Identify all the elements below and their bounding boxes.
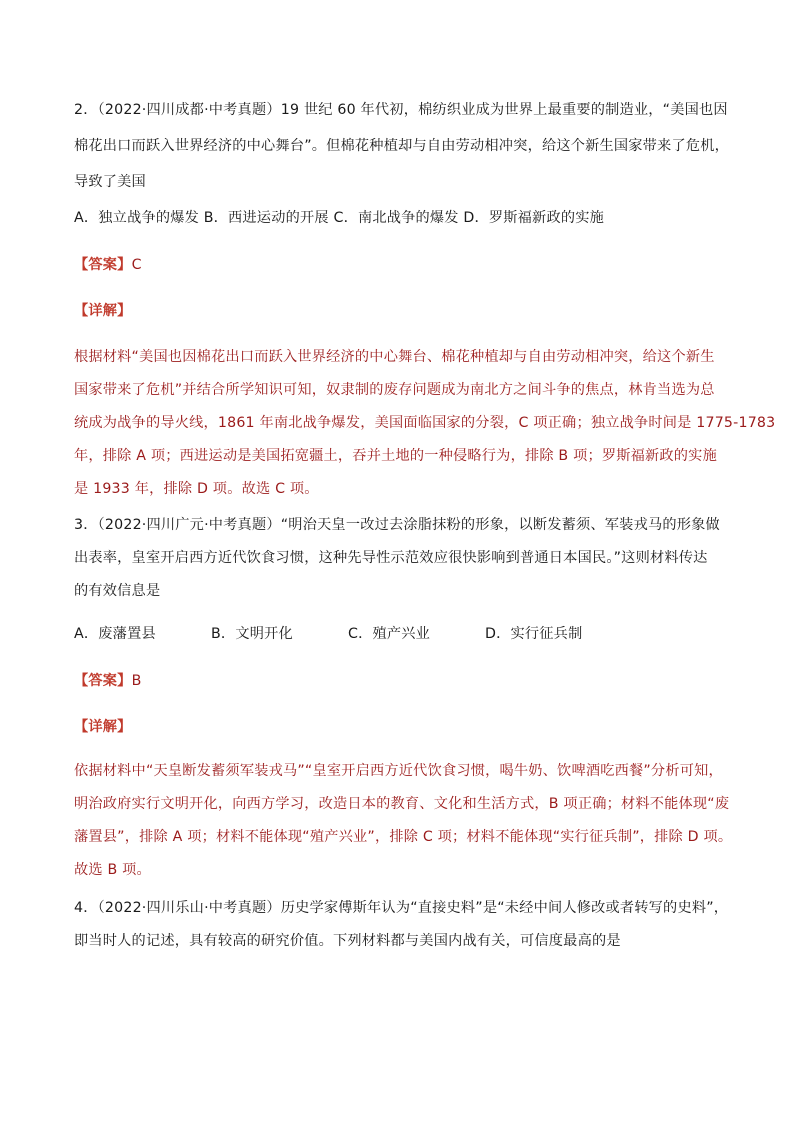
question-2 bbox=[74, 100, 729, 192]
answer-label: 【答案】 bbox=[74, 673, 132, 689]
question-line: 2．（2022·四川成都·中考真题）19 世纪 60 年代初，棉纺织业成为世界上最重要的制造业，“美国也因 bbox=[74, 102, 728, 118]
q3-answer bbox=[74, 671, 722, 691]
explanation-line: 统成为战争的导火线，1861 年南北战争爆发，美国面临国家的分裂，C 项正确；独立战争时间是 1775-1783 bbox=[74, 415, 776, 431]
answer-label: 【答案】 bbox=[74, 257, 132, 273]
explanation-line: 年，排除 A 项；西进运动是美国拓宽疆土，吞并土地的一种侵略行为，排除 B 项；罗斯福新政的实施 bbox=[74, 448, 717, 464]
options-line: A．独立战争的爆发 B．西进运动的开展 C．南北战争的爆发 D．罗斯福新政的实施 bbox=[74, 210, 604, 226]
question-3 bbox=[74, 515, 722, 601]
question-line: 4．（2022·四川乐山·中考真题）历史学家傅斯年认为“直接史料”是“未经中间人修改或者转写的史料”， bbox=[74, 900, 729, 916]
explanation-line: 故选 B 项。 bbox=[74, 862, 151, 878]
question-line: 的有效信息是 bbox=[74, 583, 161, 599]
explanation-line: 明治政府实行文明开化，向西方学习，改造日本的教育、文化和生活方式，B 项正确；材料不能体现“废 bbox=[74, 796, 730, 812]
question-4 bbox=[74, 898, 729, 951]
question-line: 3．（2022·四川广元·中考真题）“明治天皇一改过去涂脂抹粉的形象，以断发蓄须、军装戎马的形象做 bbox=[74, 517, 720, 533]
explanation-line: 是 1933 年，排除 D 项。故选 C 项。 bbox=[74, 481, 319, 497]
question-line: 即当时人的记述，具有较高的研究价值。下列材料都与美国内战有关，可信度最高的是 bbox=[74, 933, 621, 949]
q2-explain-heading bbox=[74, 301, 722, 321]
q2-answer bbox=[74, 255, 722, 275]
explanation-line: 依据材料中“天皇断发蓄须军装戎马”“皇室开启西方近代饮食习惯，喝牛奶、饮啤酒吃西餐”分析可知， bbox=[74, 763, 723, 779]
explanation-line: 国家带来了危机”并结合所学知识可知，奴隶制的废存问题成为南北方之间斗争的焦点，林肯当选为总 bbox=[74, 382, 715, 398]
q2-options bbox=[74, 208, 722, 228]
question-line: 导致了美国 bbox=[74, 174, 146, 190]
q2-explanation bbox=[74, 347, 776, 499]
q3-options bbox=[74, 624, 722, 644]
answer-value: B bbox=[131, 673, 142, 689]
question-line: 出表率，皇室开启西方近代饮食习惯，这种先导性示范效应很快影响到普通日本国民。”这则材料传达 bbox=[74, 550, 708, 566]
explain-label: 【详解】 bbox=[74, 719, 132, 735]
question-line: 棉花出口而跃入世界经济的中心舞台”。但棉花种植却与自由劳动相冲突，给这个新生国家带来了危机， bbox=[74, 138, 729, 154]
answer-value: C bbox=[131, 257, 142, 273]
option-a: A．废藩置县 bbox=[74, 626, 156, 642]
option-b: B．文明开化 bbox=[211, 626, 293, 642]
explain-label: 【详解】 bbox=[74, 303, 132, 319]
explanation-line: 根据材料“美国也因棉花出口而跃入世界经济的中心舞台、棉花种植却与自由劳动相冲突，给这个新生 bbox=[74, 349, 715, 365]
q3-explanation bbox=[74, 761, 733, 880]
option-d: D．实行征兵制 bbox=[485, 626, 583, 642]
q3-explain-heading bbox=[74, 717, 722, 737]
option-c: C．殖产兴业 bbox=[348, 626, 431, 642]
explanation-line: 藩置县”，排除 A 项；材料不能体现“殖产兴业”，排除 C 项；材料不能体现“实行征兵制”，排除 D 项。 bbox=[74, 829, 733, 845]
